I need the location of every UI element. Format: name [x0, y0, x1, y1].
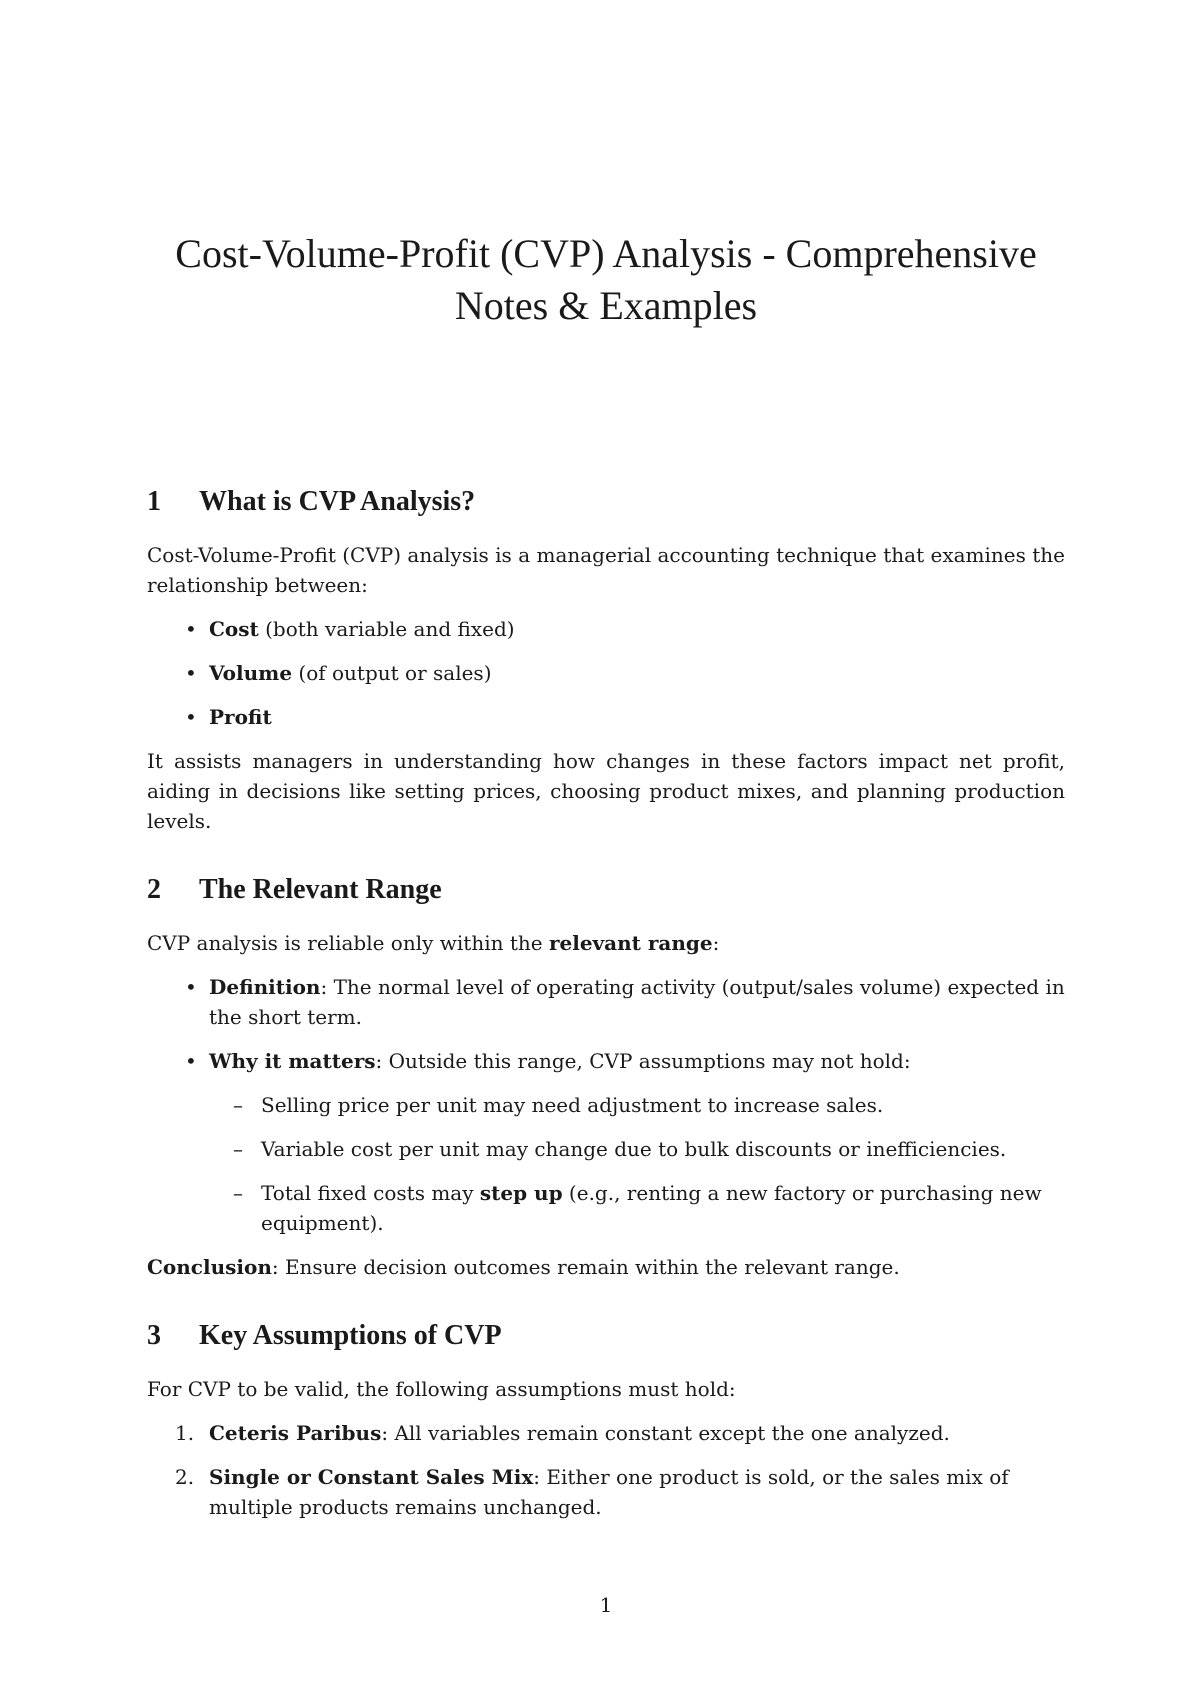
paragraph	[147, 928, 1065, 958]
text-run: CVP analysis is reliable only within the	[147, 931, 549, 955]
dash-marker: –	[233, 1093, 243, 1117]
conclusion	[147, 1252, 1065, 1282]
bullet-list	[147, 614, 1065, 732]
document-page	[147, 0, 1065, 1696]
text-run: Variable cost per unit may change due to bulk discounts or inefficiencies.	[261, 1137, 1007, 1161]
item-text: : All variables remain constant except the one analyzed.	[381, 1421, 950, 1445]
list-item	[147, 658, 1065, 688]
text-run: : Ensure decision outcomes remain within the relevant range.	[271, 1255, 900, 1279]
sub-list-item	[209, 1178, 1065, 1238]
term: Why it matters	[209, 1049, 376, 1073]
term: Profit	[209, 705, 272, 729]
list-item	[147, 1046, 1065, 1238]
list-item	[147, 1462, 1065, 1522]
sub-list-item	[209, 1134, 1065, 1164]
section-heading	[147, 872, 1065, 908]
section-title: What is CVP Analysis?	[199, 486, 476, 517]
paragraph: It assists managers in understanding how changes in these factors impact net profit, aiding in decisions like setting prices, choosing product mixes, and planning production levels.	[147, 749, 1065, 833]
section-number: 3	[147, 1320, 161, 1351]
list-item	[147, 1418, 1065, 1448]
list-item	[147, 972, 1065, 1032]
number-marker: 1.	[175, 1421, 195, 1445]
bullet-marker: •	[185, 975, 197, 999]
item-text: (both variable and fixed)	[258, 617, 515, 641]
text-run: Total fixed costs may	[261, 1181, 480, 1205]
bullet-marker: •	[185, 661, 197, 685]
term: Conclusion	[147, 1255, 272, 1279]
item-text: : The normal level of operating activity (output/sales volume) expected in the short term.	[209, 975, 1065, 1029]
bullet-marker: •	[185, 617, 197, 641]
sub-list	[209, 1090, 1065, 1238]
text-run: Selling price per unit may need adjustment to increase sales.	[261, 1093, 884, 1117]
term: Single or Constant Sales Mix	[209, 1465, 534, 1489]
item-text: (of output or sales)	[292, 661, 492, 685]
section-title: The Relevant Range	[199, 874, 442, 905]
section-number: 1	[147, 486, 161, 517]
term: step up	[479, 1181, 563, 1205]
section-what-is-cvp	[147, 484, 1065, 836]
document-body	[147, 484, 1065, 1558]
bullet-marker: •	[185, 705, 197, 729]
term: Cost	[209, 617, 259, 641]
list-item	[147, 702, 1065, 732]
bullet-list	[147, 972, 1065, 1238]
section-number: 2	[147, 874, 161, 905]
number-marker: 2.	[175, 1465, 195, 1489]
section-relevant-range	[147, 872, 1065, 1282]
dash-marker: –	[233, 1181, 243, 1205]
bullet-marker: •	[185, 1049, 197, 1073]
paragraph: Cost-Volume-Profit (CVP) analysis is a managerial accounting technique that examines the relationship between:	[147, 543, 1065, 597]
item-text: : Either one product is sold, or the sales mix of multiple products remains unchanged.	[209, 1465, 1009, 1519]
numbered-list	[147, 1418, 1065, 1522]
term: relevant range	[548, 931, 713, 955]
sub-list-item	[209, 1090, 1065, 1120]
document-title: Cost-Volume-Profit (CVP) Analysis - Comprehensive Notes & Examples	[175, 231, 1037, 328]
text-run: (e.g., renting a new factory or purchasing new equipment).	[261, 1181, 1042, 1235]
section-heading	[147, 1318, 1065, 1354]
section-heading	[147, 484, 1065, 520]
item-text: : Outside this range, CVP assumptions may not hold:	[375, 1049, 911, 1073]
dash-marker: –	[233, 1137, 243, 1161]
page-number: 1	[599, 1593, 613, 1617]
term: Ceteris Paribus	[209, 1421, 382, 1445]
term: Volume	[209, 661, 293, 685]
list-item	[147, 614, 1065, 644]
paragraph: For CVP to be valid, the following assumptions must hold:	[147, 1377, 736, 1401]
text-run: :	[712, 931, 720, 955]
section-key-assumptions	[147, 1318, 1065, 1522]
section-title: Key Assumptions of CVP	[199, 1320, 502, 1351]
term: Definition	[209, 975, 321, 999]
